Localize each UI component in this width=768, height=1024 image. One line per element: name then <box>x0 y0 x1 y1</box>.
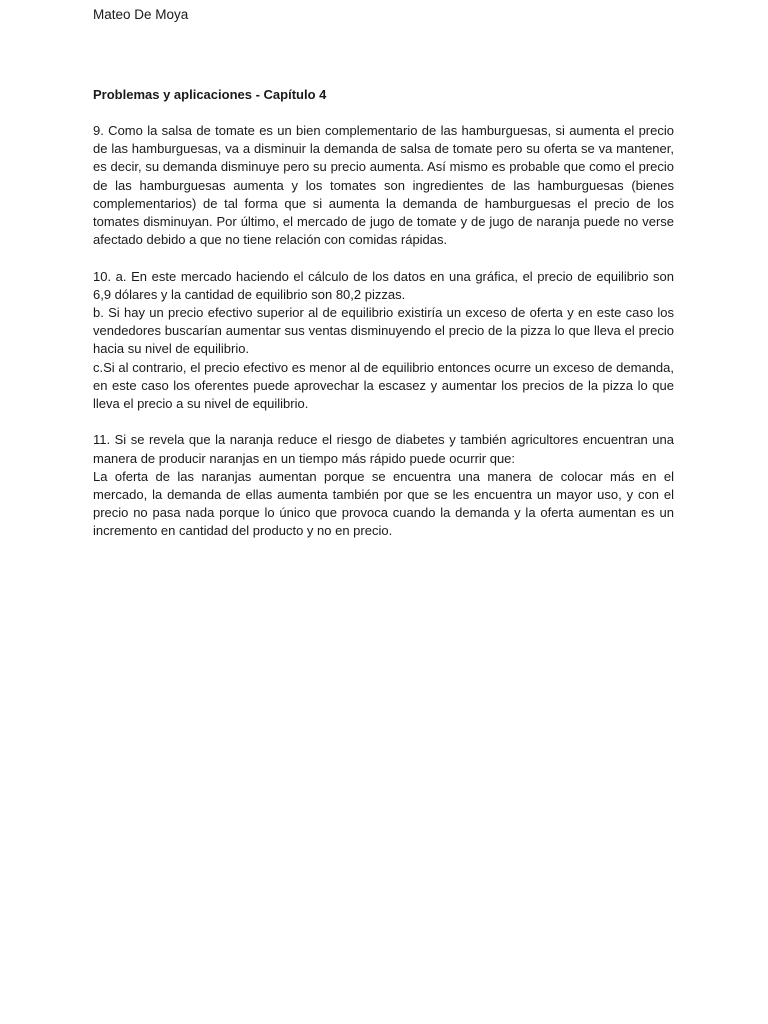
paragraph-spacer <box>93 249 674 267</box>
paragraph-9: 9. Como la salsa de tomate es un bien complementario de las hamburguesas, si aumenta el precio de las hamburguesas, va a disminuir la demanda de salsa de tomate pero su oferta se va mantener, es decir, su demanda disminuye pero su precio aumenta. Así mismo es probable que como el precio de las hamburguesas aumenta y los tomates son ingredientes de las hamburguesas (bienes complementarios) de tal forma que si aumenta la demanda de hamburguesas el precio de los tomates disminuyan. Por último, el mercado de jugo de tomate y de jugo de naranja puede no verse afectado debido a que no tiene relación con comidas rápidas. <box>93 123 674 248</box>
paragraph-10b: b. Si hay un precio efectivo superior al de equilibrio existiría un exceso de oferta y en este caso los vendedores buscarían aumentar sus ventas disminuyendo el precio de la pizza lo que lleva el precio hacia su nivel de equilibrio. <box>93 305 674 357</box>
author-name: Mateo De Moya <box>93 7 189 22</box>
paragraph-11a: 11. Si se revela que la naranja reduce el riesgo de diabetes y también agricultores encuentran una manera de producir naranjas en un tiempo más rápido puede ocurrir que: <box>93 432 674 466</box>
paragraph-11b: La oferta de las naranjas aumentan porque se encuentra una manera de colocar más en el mercado, la demanda de ellas aumenta también por que se les encuentra un mayor uso, y con el precio no pasa nada porque lo único que provoca cuando la demanda y la oferta aumentan es un incremento en cantidad del producto y no en precio. <box>93 468 674 539</box>
paragraph-10a: 10. a. En este mercado haciendo el cálculo de los datos en una gráfica, el precio de equilibrio son 6,9 dólares y la cantidad de equilibrio son 80,2 pizzas. <box>93 268 674 302</box>
paragraph-10c: c.Si al contrario, el precio efectivo es menor al de equilibrio entonces ocurre un exceso de demanda, en este caso los oferentes puede aprovechar la escasez y aumentar los precios de la pizza lo que lleva el precio a su nivel de equilibrio. <box>93 359 674 412</box>
paragraph-spacer <box>93 413 674 431</box>
document-heading: Problemas y aplicaciones - Capítulo 4 <box>93 87 327 102</box>
document-body <box>93 122 674 541</box>
